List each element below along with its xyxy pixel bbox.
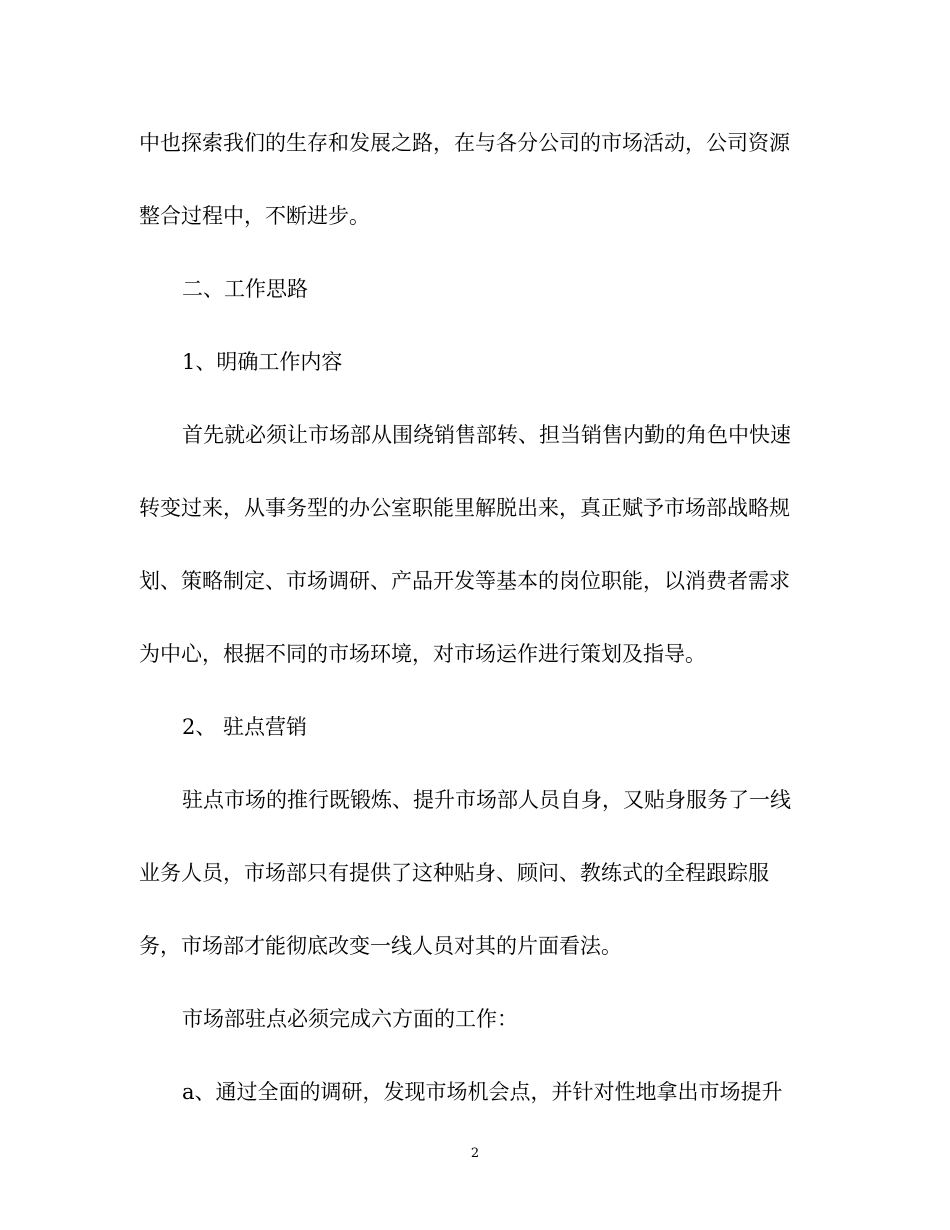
paragraph-line: 首先就必须让市场部从围绕销售部转、担当销售内勤的角色中快速 — [182, 423, 791, 447]
paragraph-line: 业务人员，市场部只有提供了这种贴身、顾问、教练式的全程跟踪服 — [139, 861, 769, 885]
paragraph-line: 务，市场部才能彻底改变一线人员对其的片面看法。 — [139, 934, 622, 958]
paragraph-line: 驻点市场的推行既锻炼、提升市场部人员自身，又贴身服务了一线 — [182, 788, 791, 812]
paragraph-line: 为中心，根据不同的市场环境，对市场运作进行策划及指导。 — [139, 642, 706, 666]
paragraph-line: 划、策略制定、市场调研、产品开发等基本的岗位职能，以消费者需求 — [139, 569, 790, 593]
subsection-heading: 2、 驻点营销 — [182, 715, 308, 739]
subsection-heading: 1、明确工作内容 — [182, 350, 343, 374]
section-heading: 二、工作思路 — [182, 277, 308, 301]
paragraph-line: a、通过全面的调研，发现市场机会点，并针对性地拿出市场提升 — [182, 1080, 783, 1104]
paragraph-line: 市场部驻点必须完成六方面的工作： — [182, 1007, 518, 1031]
paragraph-line: 转变过来，从事务型的办公室职能里解脱出来，真正赋予市场部战略规 — [139, 496, 790, 520]
page-number: 2 — [470, 1146, 480, 1161]
paragraph-line: 中也探索我们的生存和发展之路，在与各分公司的市场活动，公司资源 — [139, 131, 790, 155]
paragraph-line: 整合过程中，不断进步。 — [139, 204, 370, 228]
